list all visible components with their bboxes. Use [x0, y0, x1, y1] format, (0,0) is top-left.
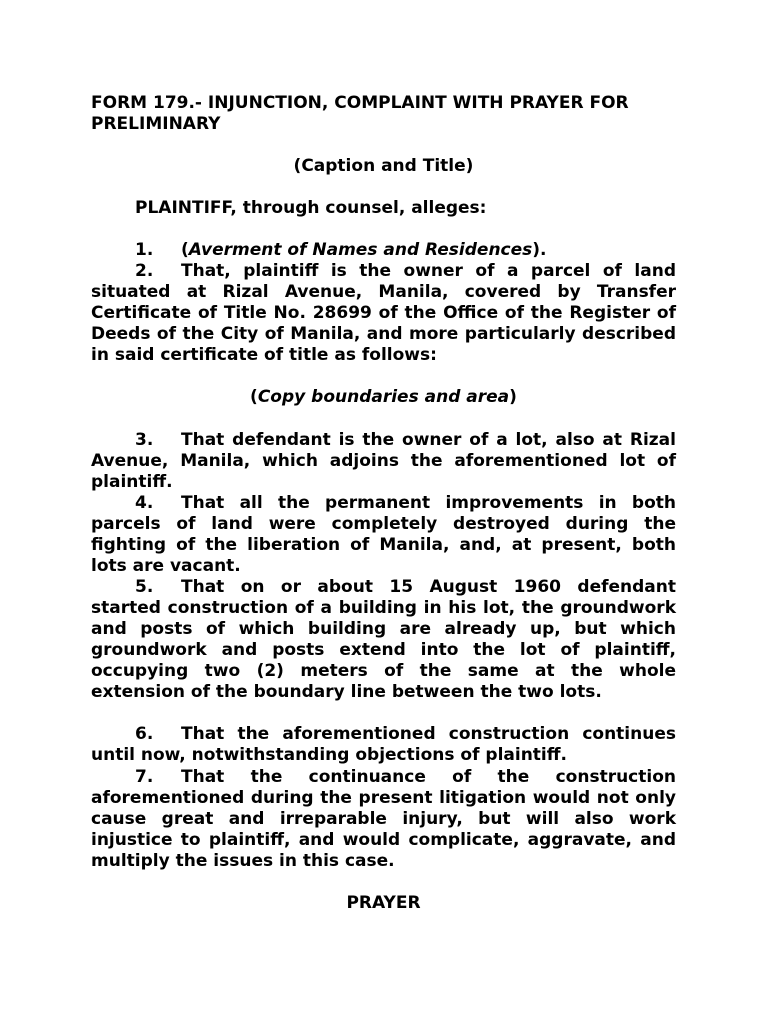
- paragraph-text: That on or about 15 August 1960 defendant started construction of a building in his lot, the groundwork and posts of which building are already up, but which groundwork and posts extend into the lot of plaintiff, occupying two (2) meters of the same at the whole extension of the boundary line between the two lots.: [91, 577, 676, 702]
- paragraph-number: 3.: [135, 430, 154, 450]
- intro-text: PLAINTIFF, through counsel, alleges:: [135, 198, 487, 218]
- paragraph-5: [91, 577, 676, 703]
- paragraph-number: 6.: [135, 724, 154, 744]
- boundaries-italic: Copy boundaries and area: [257, 387, 510, 407]
- paragraph-1-italic: Averment of Names and Residences: [188, 240, 533, 260]
- paragraph-text: That the continuance of the construction aforementioned during the present litigation would not only cause great and irreparable injury, but will also work injustice to plaintiff, and would complicate, aggravate, and multiply the issues in this case.: [91, 767, 676, 871]
- paragraph-number: 5.: [135, 577, 154, 597]
- paragraph-text: That the aforementioned construction continues until now, notwithstanding objections of plaintiff.: [91, 724, 676, 765]
- paragraph-6: [91, 724, 676, 766]
- paragraph-text: That defendant is the owner of a lot, also at Rizal Avenue, Manila, which adjoins the aforementioned lot of plaintiff.: [91, 430, 676, 492]
- paragraph-text: That, plaintiff is the owner of a parcel of land situated at Rizal Avenue, Manila, covered by Transfer Certificate of Title No. 28699 of the Office of the Register of Deeds of the City of Manila, and more particularly described in said certificate of title as follows:: [91, 261, 676, 365]
- paragraph-number: 4.: [135, 493, 154, 513]
- paragraph-4: [91, 493, 676, 577]
- paragraph-2: [91, 261, 676, 366]
- paragraph-3: [91, 430, 676, 493]
- paragraph-number: 7.: [135, 767, 154, 787]
- form-title: FORM 179.- INJUNCTION, COMPLAINT WITH PRAYER FOR PRELIMINARY: [91, 93, 629, 134]
- paragraph-7: [91, 767, 676, 872]
- caption-line: (Caption and Title): [293, 156, 474, 176]
- boundaries-line: (Copy boundaries and area): [250, 387, 517, 407]
- intro-line: [91, 198, 676, 219]
- prayer-heading: PRAYER: [346, 893, 421, 913]
- paragraph-number: 1.: [135, 240, 154, 260]
- paragraph-number: 2.: [135, 261, 154, 281]
- paragraph-1: 1. (Averment of Names and Residences).: [135, 240, 547, 260]
- paragraph-text: That all the permanent improvements in both parcels of land were completely destroyed during the fighting of the liberation of Manila, and, at present, both lots are vacant.: [91, 493, 676, 576]
